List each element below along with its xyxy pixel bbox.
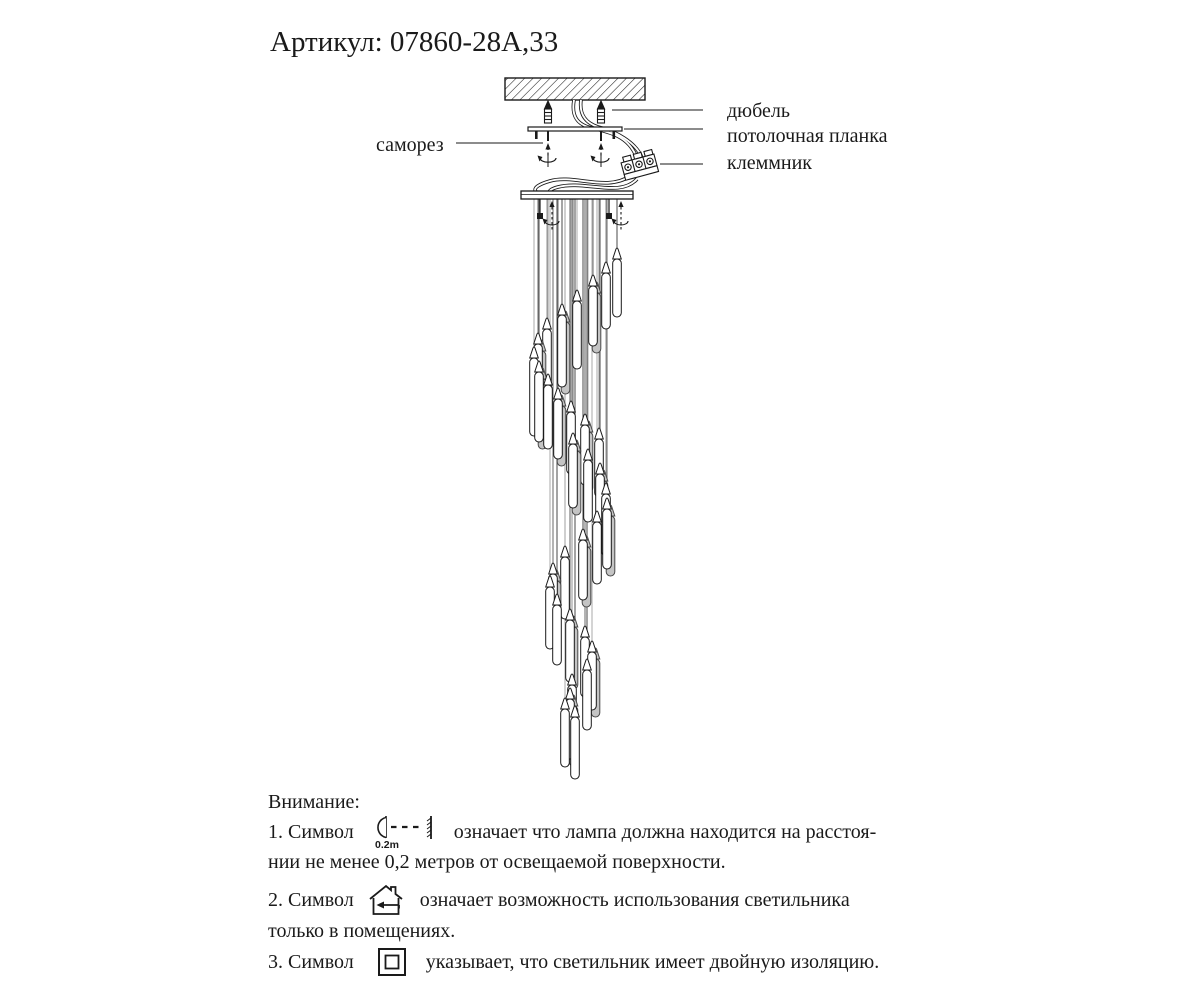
- label-klemmnik: клеммник: [727, 152, 813, 174]
- label-dyubel: дюбель: [727, 100, 791, 122]
- canopy-plate: [521, 191, 633, 199]
- notes-heading: Внимание:: [268, 791, 360, 813]
- distance-value: 0.2m: [374, 839, 399, 850]
- pendant-drop: [566, 609, 575, 682]
- pendant-drops: [530, 248, 622, 779]
- pendant-drop: [561, 698, 570, 767]
- pendant-drop: [583, 659, 592, 730]
- screw-left: [538, 131, 557, 167]
- indoor-use-icon: [368, 884, 404, 916]
- pendant-drop: [553, 594, 562, 665]
- pendant-drop: [535, 361, 544, 442]
- pendant-drop: [589, 275, 598, 346]
- leader-lines: [456, 110, 703, 164]
- note-item-1: [268, 812, 876, 852]
- terminal-block: [620, 149, 659, 180]
- screw-right: [591, 131, 610, 167]
- pendant-drop: [558, 304, 567, 387]
- note3-text: указывает, что светильник имеет двойную изоляцию.: [425, 950, 880, 973]
- pendant-drop: [603, 498, 612, 569]
- pendant-drop: [613, 248, 622, 317]
- note-item-3: [268, 944, 879, 980]
- note2-prefix: 2. Символ: [268, 888, 354, 911]
- pendant-drop: [573, 290, 582, 369]
- pendant-drop: [579, 529, 588, 600]
- note2-text: означает возможность использования светильника: [419, 888, 850, 911]
- pendant-drop: [584, 449, 593, 522]
- double-insulation-icon: [376, 946, 408, 978]
- label-planka: потолочная планка: [727, 125, 888, 147]
- label-samorez: саморез: [376, 134, 444, 156]
- lamp-distance-icon: [370, 814, 442, 850]
- dowel-left: [545, 101, 552, 123]
- pendant-drop: [571, 706, 580, 779]
- note1-text: означает что лампа должна находится на расстоя-: [453, 820, 877, 843]
- note-item-2-line2: только в помещениях.: [268, 920, 456, 942]
- ceiling-hatch: [505, 78, 645, 100]
- note-item-1-line2: нии не менее 0,2 метров от освещаемой поверхности.: [268, 851, 726, 873]
- note3-prefix: 3. Символ: [268, 950, 354, 973]
- pendant-drop: [544, 374, 553, 449]
- note-item-2: [268, 882, 850, 918]
- pendant-drop: [602, 262, 611, 329]
- pendant-drop: [569, 433, 578, 508]
- pendant-drop: [554, 388, 563, 459]
- note1-prefix: 1. Символ: [268, 820, 354, 843]
- pendant-drop: [561, 546, 570, 619]
- dowel-right: [598, 101, 605, 123]
- page-title: Артикул: 07860-28А,33: [270, 26, 559, 58]
- pendant-drop: [593, 511, 602, 584]
